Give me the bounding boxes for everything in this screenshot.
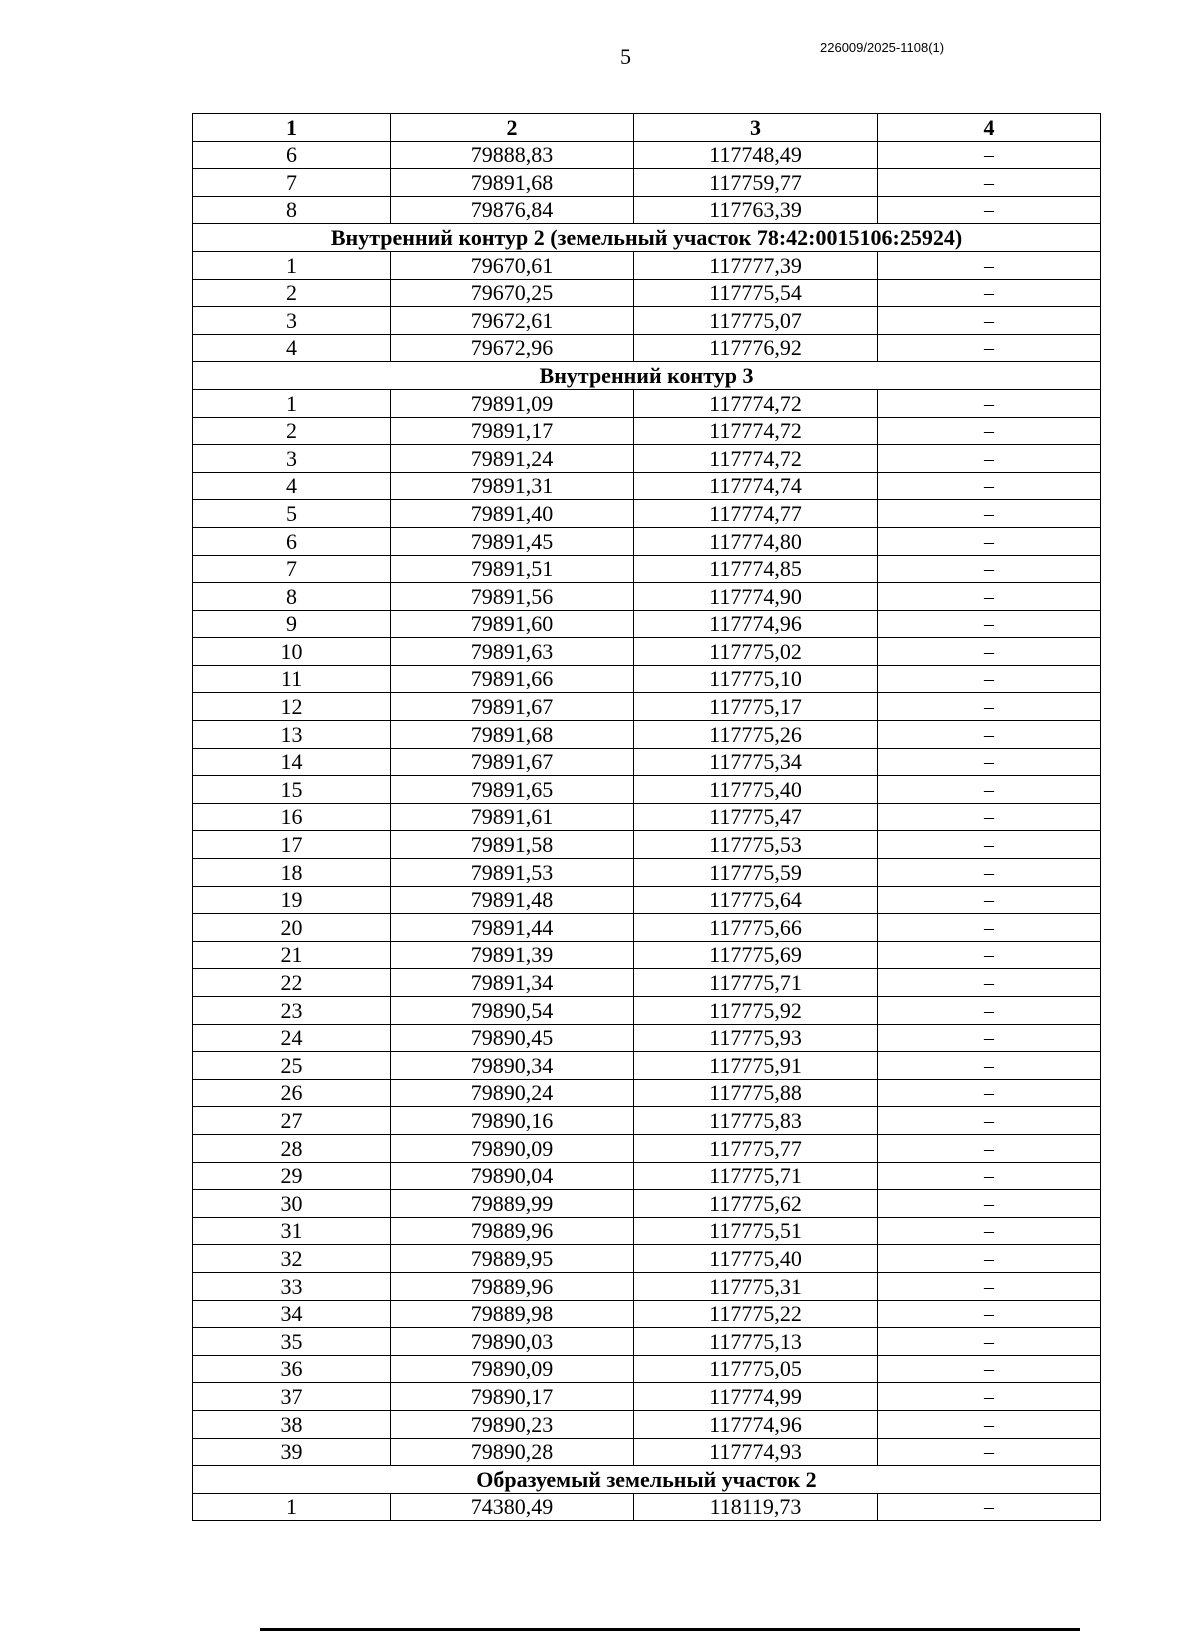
note-cell: – — [878, 693, 1101, 721]
point-number-cell: 25 — [193, 1052, 391, 1080]
y-coordinate-cell: 117775,62 — [634, 1190, 878, 1218]
note-cell: – — [878, 776, 1101, 804]
point-number-cell: 39 — [193, 1438, 391, 1466]
note-cell: – — [878, 307, 1101, 335]
y-coordinate-cell: 117774,96 — [634, 1410, 878, 1438]
point-number-cell: 5 — [193, 500, 391, 528]
point-number-cell: 20 — [193, 914, 391, 942]
point-number-cell: 13 — [193, 721, 391, 749]
point-number-cell: 31 — [193, 1217, 391, 1245]
x-coordinate-cell: 79876,84 — [391, 196, 634, 224]
x-coordinate-cell: 79891,09 — [391, 389, 634, 417]
table-row — [193, 803, 1101, 831]
point-number-cell: 16 — [193, 803, 391, 831]
y-coordinate-cell: 117775,07 — [634, 307, 878, 335]
note-cell: – — [878, 1079, 1101, 1107]
note-cell: – — [878, 665, 1101, 693]
y-coordinate-cell: 117775,93 — [634, 1024, 878, 1052]
x-coordinate-cell: 79890,45 — [391, 1024, 634, 1052]
x-coordinate-cell: 79891,48 — [391, 886, 634, 914]
table-row — [193, 776, 1101, 804]
y-coordinate-cell: 117775,26 — [634, 721, 878, 749]
table-row — [193, 1328, 1101, 1356]
y-coordinate-cell: 117775,71 — [634, 969, 878, 997]
note-cell: – — [878, 1217, 1101, 1245]
table-row — [193, 1217, 1101, 1245]
x-coordinate-cell: 79891,34 — [391, 969, 634, 997]
point-number-cell: 29 — [193, 1162, 391, 1190]
note-cell: – — [878, 279, 1101, 307]
y-coordinate-cell: 117748,49 — [634, 141, 878, 169]
y-coordinate-cell: 117775,31 — [634, 1272, 878, 1300]
note-cell: – — [878, 1493, 1101, 1521]
note-cell: – — [878, 1134, 1101, 1162]
point-number-cell: 30 — [193, 1190, 391, 1218]
table-body — [193, 141, 1101, 1521]
column-header: 4 — [878, 114, 1101, 142]
table-row — [193, 1024, 1101, 1052]
x-coordinate-cell: 79891,65 — [391, 776, 634, 804]
table-row — [193, 1355, 1101, 1383]
table-row — [193, 693, 1101, 721]
table-row — [193, 721, 1101, 749]
document-number: 226009/2025-1108(1) — [820, 40, 945, 55]
table-row — [193, 997, 1101, 1025]
section-row — [193, 1466, 1101, 1494]
point-number-cell: 8 — [193, 583, 391, 611]
note-cell: – — [878, 417, 1101, 445]
point-number-cell: 38 — [193, 1410, 391, 1438]
table-row — [193, 583, 1101, 611]
note-cell: – — [878, 1383, 1101, 1411]
x-coordinate-cell: 79891,24 — [391, 445, 634, 473]
point-number-cell: 33 — [193, 1272, 391, 1300]
table-row — [193, 859, 1101, 887]
x-coordinate-cell: 79889,96 — [391, 1217, 634, 1245]
section-title: Внутренний контур 2 (земельный участок 78:42:0015106:25924) — [193, 224, 1101, 252]
y-coordinate-cell: 117775,59 — [634, 859, 878, 887]
x-coordinate-cell: 79891,45 — [391, 527, 634, 555]
y-coordinate-cell: 117775,66 — [634, 914, 878, 942]
note-cell: – — [878, 141, 1101, 169]
table-row — [193, 472, 1101, 500]
point-number-cell: 17 — [193, 831, 391, 859]
point-number-cell: 14 — [193, 748, 391, 776]
y-coordinate-cell: 117775,40 — [634, 776, 878, 804]
note-cell: – — [878, 1052, 1101, 1080]
table-row — [193, 251, 1101, 279]
x-coordinate-cell: 79889,96 — [391, 1272, 634, 1300]
x-coordinate-cell: 79670,25 — [391, 279, 634, 307]
table-row — [193, 334, 1101, 362]
x-coordinate-cell: 79891,68 — [391, 169, 634, 197]
y-coordinate-cell: 117774,72 — [634, 417, 878, 445]
note-cell: – — [878, 914, 1101, 942]
y-coordinate-cell: 117775,69 — [634, 941, 878, 969]
point-number-cell: 1 — [193, 389, 391, 417]
point-number-cell: 18 — [193, 859, 391, 887]
table-row — [193, 1107, 1101, 1135]
point-number-cell: 12 — [193, 693, 391, 721]
x-coordinate-cell: 79889,98 — [391, 1300, 634, 1328]
note-cell: – — [878, 389, 1101, 417]
section-row — [193, 224, 1101, 252]
y-coordinate-cell: 117775,47 — [634, 803, 878, 831]
point-number-cell: 34 — [193, 1300, 391, 1328]
table-row — [193, 417, 1101, 445]
y-coordinate-cell: 117774,77 — [634, 500, 878, 528]
x-coordinate-cell: 79890,03 — [391, 1328, 634, 1356]
point-number-cell: 7 — [193, 555, 391, 583]
x-coordinate-cell: 79891,68 — [391, 721, 634, 749]
table-row — [193, 1190, 1101, 1218]
y-coordinate-cell: 117774,99 — [634, 1383, 878, 1411]
section-title: Образуемый земельный участок 2 — [193, 1466, 1101, 1494]
table-header-row — [193, 114, 1101, 142]
y-coordinate-cell: 117775,13 — [634, 1328, 878, 1356]
table-row — [193, 555, 1101, 583]
x-coordinate-cell: 79890,09 — [391, 1134, 634, 1162]
x-coordinate-cell: 79672,96 — [391, 334, 634, 362]
y-coordinate-cell: 117774,85 — [634, 555, 878, 583]
note-cell: – — [878, 1272, 1101, 1300]
y-coordinate-cell: 117775,77 — [634, 1134, 878, 1162]
x-coordinate-cell: 79891,60 — [391, 610, 634, 638]
x-coordinate-cell: 79890,54 — [391, 997, 634, 1025]
y-coordinate-cell: 117775,51 — [634, 1217, 878, 1245]
y-coordinate-cell: 117775,92 — [634, 997, 878, 1025]
y-coordinate-cell: 117775,02 — [634, 638, 878, 666]
y-coordinate-cell: 117775,71 — [634, 1162, 878, 1190]
table-row — [193, 831, 1101, 859]
table-row — [193, 1272, 1101, 1300]
note-cell: – — [878, 859, 1101, 887]
x-coordinate-cell: 79889,99 — [391, 1190, 634, 1218]
column-header: 3 — [634, 114, 878, 142]
y-coordinate-cell: 117775,22 — [634, 1300, 878, 1328]
x-coordinate-cell: 79891,51 — [391, 555, 634, 583]
y-coordinate-cell: 117775,88 — [634, 1079, 878, 1107]
table-row — [193, 886, 1101, 914]
point-number-cell: 8 — [193, 196, 391, 224]
table-row — [193, 500, 1101, 528]
note-cell: – — [878, 251, 1101, 279]
x-coordinate-cell: 79891,53 — [391, 859, 634, 887]
table-row — [193, 307, 1101, 335]
table-row — [193, 914, 1101, 942]
note-cell: – — [878, 1162, 1101, 1190]
y-coordinate-cell: 117775,64 — [634, 886, 878, 914]
note-cell: – — [878, 1410, 1101, 1438]
x-coordinate-cell: 79890,34 — [391, 1052, 634, 1080]
x-coordinate-cell: 79891,31 — [391, 472, 634, 500]
note-cell: – — [878, 886, 1101, 914]
table-row — [193, 1079, 1101, 1107]
table-row — [193, 279, 1101, 307]
point-number-cell: 4 — [193, 334, 391, 362]
point-number-cell: 2 — [193, 279, 391, 307]
y-coordinate-cell: 117775,83 — [634, 1107, 878, 1135]
x-coordinate-cell: 79891,67 — [391, 693, 634, 721]
note-cell: – — [878, 555, 1101, 583]
note-cell: – — [878, 969, 1101, 997]
table-row — [193, 1052, 1101, 1080]
point-number-cell: 3 — [193, 445, 391, 473]
point-number-cell: 24 — [193, 1024, 391, 1052]
y-coordinate-cell: 117776,92 — [634, 334, 878, 362]
point-number-cell: 7 — [193, 169, 391, 197]
x-coordinate-cell: 79891,17 — [391, 417, 634, 445]
x-coordinate-cell: 79890,09 — [391, 1355, 634, 1383]
table-row — [193, 941, 1101, 969]
note-cell: – — [878, 721, 1101, 749]
y-coordinate-cell: 117775,54 — [634, 279, 878, 307]
point-number-cell: 26 — [193, 1079, 391, 1107]
y-coordinate-cell: 117774,72 — [634, 389, 878, 417]
point-number-cell: 32 — [193, 1245, 391, 1273]
table-row — [193, 638, 1101, 666]
table-row — [193, 1162, 1101, 1190]
section-row — [193, 362, 1101, 390]
point-number-cell: 10 — [193, 638, 391, 666]
note-cell: – — [878, 196, 1101, 224]
y-coordinate-cell: 117775,34 — [634, 748, 878, 776]
y-coordinate-cell: 117775,17 — [634, 693, 878, 721]
x-coordinate-cell: 79890,23 — [391, 1410, 634, 1438]
x-coordinate-cell: 79890,16 — [391, 1107, 634, 1135]
note-cell: – — [878, 941, 1101, 969]
table-row — [193, 1300, 1101, 1328]
point-number-cell: 21 — [193, 941, 391, 969]
table-row — [193, 141, 1101, 169]
note-cell: – — [878, 831, 1101, 859]
point-number-cell: 22 — [193, 969, 391, 997]
y-coordinate-cell: 117774,96 — [634, 610, 878, 638]
note-cell: – — [878, 334, 1101, 362]
note-cell: – — [878, 997, 1101, 1025]
table-row — [193, 445, 1101, 473]
y-coordinate-cell: 117774,93 — [634, 1438, 878, 1466]
table-row — [193, 969, 1101, 997]
table-row — [193, 527, 1101, 555]
table-row — [193, 610, 1101, 638]
point-number-cell: 23 — [193, 997, 391, 1025]
note-cell: – — [878, 169, 1101, 197]
point-number-cell: 3 — [193, 307, 391, 335]
point-number-cell: 27 — [193, 1107, 391, 1135]
note-cell: – — [878, 1107, 1101, 1135]
y-coordinate-cell: 117774,90 — [634, 583, 878, 611]
table-row — [193, 169, 1101, 197]
y-coordinate-cell: 117775,53 — [634, 831, 878, 859]
y-coordinate-cell: 117763,39 — [634, 196, 878, 224]
note-cell: – — [878, 472, 1101, 500]
table-row — [193, 1134, 1101, 1162]
page-number: 5 — [620, 44, 631, 69]
column-header: 1 — [193, 114, 391, 142]
x-coordinate-cell: 79890,17 — [391, 1383, 634, 1411]
note-cell: – — [878, 1355, 1101, 1383]
x-coordinate-cell: 79890,24 — [391, 1079, 634, 1107]
note-cell: – — [878, 1245, 1101, 1273]
note-cell: – — [878, 748, 1101, 776]
section-title: Внутренний контур 3 — [193, 362, 1101, 390]
table-row — [193, 389, 1101, 417]
x-coordinate-cell: 79672,61 — [391, 307, 634, 335]
y-coordinate-cell: 117774,72 — [634, 445, 878, 473]
y-coordinate-cell: 117777,39 — [634, 251, 878, 279]
point-number-cell: 1 — [193, 1493, 391, 1521]
x-coordinate-cell: 79888,83 — [391, 141, 634, 169]
note-cell: – — [878, 610, 1101, 638]
note-cell: – — [878, 1438, 1101, 1466]
point-number-cell: 36 — [193, 1355, 391, 1383]
point-number-cell: 35 — [193, 1328, 391, 1356]
x-coordinate-cell: 79890,04 — [391, 1162, 634, 1190]
y-coordinate-cell: 117775,40 — [634, 1245, 878, 1273]
note-cell: – — [878, 583, 1101, 611]
table-row — [193, 1410, 1101, 1438]
x-coordinate-cell: 79891,40 — [391, 500, 634, 528]
x-coordinate-cell: 79670,61 — [391, 251, 634, 279]
note-cell: – — [878, 527, 1101, 555]
y-coordinate-cell: 117775,05 — [634, 1355, 878, 1383]
point-number-cell: 2 — [193, 417, 391, 445]
note-cell: – — [878, 1190, 1101, 1218]
page-bottom-rule — [260, 1628, 1080, 1631]
x-coordinate-cell: 74380,49 — [391, 1493, 634, 1521]
coordinates-table — [192, 113, 1101, 1521]
note-cell: – — [878, 500, 1101, 528]
table-row — [193, 1438, 1101, 1466]
x-coordinate-cell: 79889,95 — [391, 1245, 634, 1273]
point-number-cell: 37 — [193, 1383, 391, 1411]
x-coordinate-cell: 79891,66 — [391, 665, 634, 693]
note-cell: – — [878, 803, 1101, 831]
point-number-cell: 15 — [193, 776, 391, 804]
note-cell: – — [878, 638, 1101, 666]
x-coordinate-cell: 79891,67 — [391, 748, 634, 776]
x-coordinate-cell: 79891,61 — [391, 803, 634, 831]
y-coordinate-cell: 117759,77 — [634, 169, 878, 197]
y-coordinate-cell: 117775,10 — [634, 665, 878, 693]
x-coordinate-cell: 79890,28 — [391, 1438, 634, 1466]
table-row — [193, 1383, 1101, 1411]
x-coordinate-cell: 79891,44 — [391, 914, 634, 942]
x-coordinate-cell: 79891,58 — [391, 831, 634, 859]
point-number-cell: 28 — [193, 1134, 391, 1162]
y-coordinate-cell: 118119,73 — [634, 1493, 878, 1521]
note-cell: – — [878, 1024, 1101, 1052]
column-header: 2 — [391, 114, 634, 142]
table-row — [193, 196, 1101, 224]
point-number-cell: 19 — [193, 886, 391, 914]
table-row — [193, 1493, 1101, 1521]
table-row — [193, 1245, 1101, 1273]
table-row — [193, 665, 1101, 693]
note-cell: – — [878, 445, 1101, 473]
y-coordinate-cell: 117774,80 — [634, 527, 878, 555]
x-coordinate-cell: 79891,56 — [391, 583, 634, 611]
note-cell: – — [878, 1328, 1101, 1356]
point-number-cell: 1 — [193, 251, 391, 279]
note-cell: – — [878, 1300, 1101, 1328]
table-row — [193, 748, 1101, 776]
point-number-cell: 9 — [193, 610, 391, 638]
point-number-cell: 4 — [193, 472, 391, 500]
point-number-cell: 6 — [193, 527, 391, 555]
y-coordinate-cell: 117775,91 — [634, 1052, 878, 1080]
y-coordinate-cell: 117774,74 — [634, 472, 878, 500]
point-number-cell: 11 — [193, 665, 391, 693]
point-number-cell: 6 — [193, 141, 391, 169]
x-coordinate-cell: 79891,63 — [391, 638, 634, 666]
x-coordinate-cell: 79891,39 — [391, 941, 634, 969]
